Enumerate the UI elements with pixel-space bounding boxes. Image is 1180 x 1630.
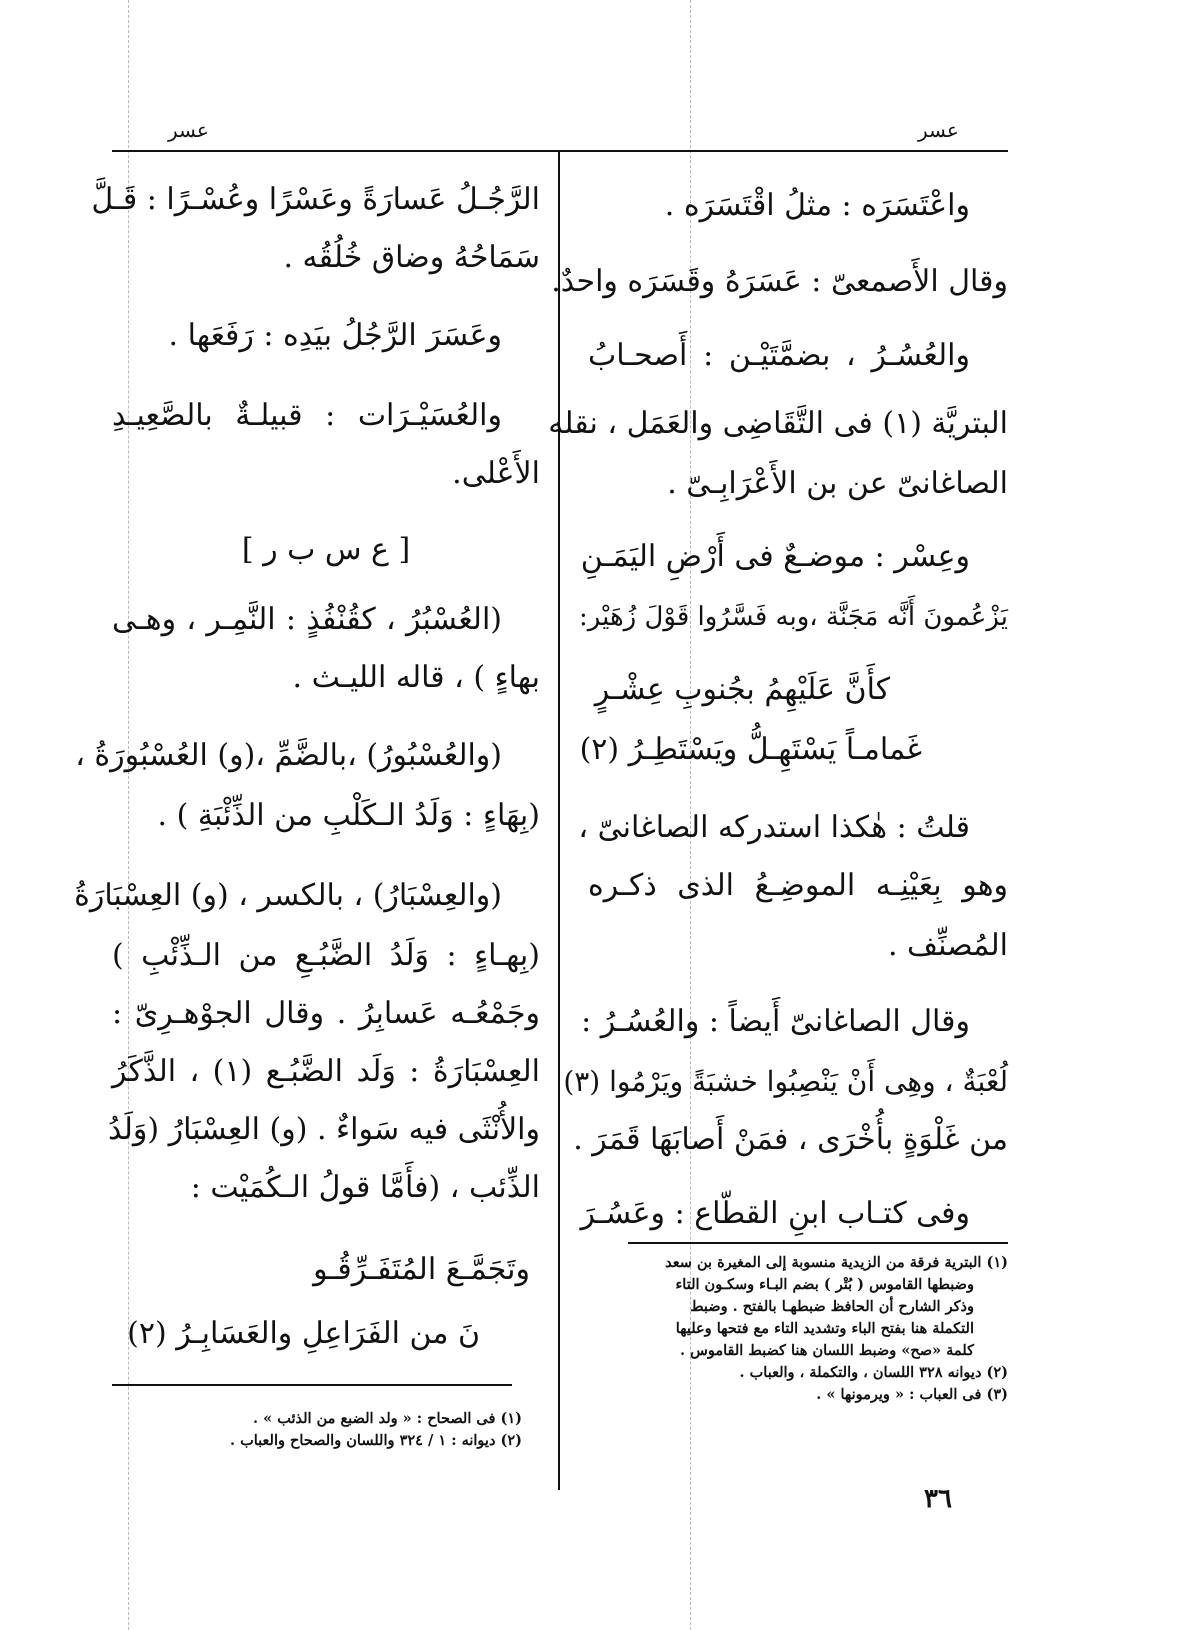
right-column	[548, 0, 1008, 1630]
footnote-line: التكملة هنا بفتح الباء وتشديد التاء مع فتحها وعليها	[675, 1320, 974, 1337]
text-line: وهو بِعَيْنِـه الموضِـعُ الذى ذكـره	[588, 868, 1008, 903]
left-column	[74, 0, 540, 1630]
text-line: بهاءٍ ) ، قاله الليـث .	[292, 660, 540, 695]
header-right-word: عسر	[918, 118, 959, 142]
text-line: المُصنِّف .	[887, 928, 1008, 963]
verse-line: كأَنَّ عَلَيْهِمُ بجُنوبِ عِشْـرٍ	[594, 672, 890, 707]
text-line: والأُنْثَى فيه سَواءٌ . (و) العِسْبَارُ (وَلَدُ	[107, 1112, 540, 1147]
footnote-rule	[112, 1384, 512, 1386]
header-left-word: عسر	[168, 118, 209, 142]
footnote-line: (٢) ديوانه ٣٢٨ اللسان ، والتكملة ، والعباب .	[739, 1364, 1008, 1381]
verse-line: وتَجَمَّـعَ المُتَفَـرِّقُـو	[313, 1252, 530, 1287]
text-line: من غَلْوَةٍ بأُخْرَى ، فمَنْ أَصابَهَا قَمَرَ .	[573, 1122, 1008, 1157]
text-line: قلتُ : هٰكذا استدركه الصاغانىّ ،	[578, 810, 970, 845]
text-line: وقال الصاغانىّ أَيضاً : والعُسُـرُ :	[581, 1004, 970, 1039]
text-line: وقال الأَصمعىّ : عَسَرَهُ وقَسَرَه واحدٌ.	[551, 264, 1008, 299]
text-line: واعْتَسَرَه : مثلُ اقْتَسَرَه .	[664, 188, 970, 223]
footnote-line: وذكر الشارح أن الحافظ ضبطهـا بالفتح . وضبط	[690, 1298, 974, 1315]
text-line: البتريَّة (١) فى التَّقَاضِى والعَمَل ، نقله	[548, 406, 1008, 441]
text-line: سَمَاحُهُ وضاق خُلُقُه .	[283, 240, 540, 275]
text-line: (بِهـاءٍ : وَلَدُ الضَّبُـعِ من الـذِّئْبِ )	[112, 938, 540, 973]
text-line: والعُسُـرُ ، بضمَّتَيْـن : أَصحـابُ	[588, 338, 970, 373]
verse-line: نَ من الفَرَاعِلِ والعَسَابِـرُ (٢)	[127, 1316, 480, 1351]
footnote-line: (٣) فى العباب : « ويرمونها » .	[816, 1386, 1008, 1403]
text-line: الذِّئب ، (فأَمَّا قولُ الـكُمَيْت :	[190, 1170, 540, 1205]
text-line: (والعِسْبَارُ) ، بالكسر ، (و) العِسْبَارَةُ	[74, 878, 502, 913]
column-divider	[558, 152, 560, 1490]
text-line: وجَمْعُـه عَسابِرُ . وقال الجوْهـرِىّ :	[112, 996, 540, 1031]
text-line: الأَعْلى.	[452, 456, 540, 491]
footnote-line: كلمة «صح» وضبط اللسان هنا كضبط القاموس .	[680, 1342, 974, 1359]
footnote-line: وضبطها القاموس ( بُتْر ) بضم البـاء وسكـون التاء	[675, 1276, 974, 1293]
page-number: ٣٦	[924, 1484, 952, 1514]
text-line: وعَسَرَ الرَّجُلُ بيَدِه : رَفَعَها .	[168, 318, 502, 353]
text-line: والعُسَيْـرَات : قبيلـةٌ بالصَّعِيـدِ	[112, 398, 502, 433]
text-line: الرَّجُـلُ عَسارَةً وعَسْرًا وعُسْـرًا : قَـلَّ	[91, 182, 540, 217]
text-line: العِسْبَارَةُ : وَلَد الضَّبُـع (١) ، الذَّكَرُ	[112, 1054, 540, 1089]
text-line: الصاغانىّ عن بن الأَعْرَابِـىّ .	[667, 466, 1008, 501]
footnote-rule	[628, 1242, 1008, 1244]
footnote-line: (١) البترية فرقة من الزيدية منسوبة إلى المغيرة بن سعد	[665, 1254, 1008, 1271]
text-line: وفى كتـاب ابنِ القطّاع : وعَسُـرَ	[580, 1196, 970, 1231]
text-line: (العُسْبُرُ ، كقُنْفُذٍ : النَّمِـر ، وهـى	[112, 602, 502, 637]
text-line: يَزْعُمونَ أَنَّه مَجَنَّة ،وبه فَسَّرُوا قَوْلَ زُهَيْر:	[579, 602, 1008, 632]
footnote-line: (١) فى الصحاح : « ولد الضبع من الذئب » .	[253, 1410, 522, 1427]
text-line: (والعُسْبُورُ) ،بالضَّمِّ ،(و) العُسْبُورَةُ ،	[75, 738, 502, 773]
text-line: وعِسْر : موضـعٌ فى أَرْضِ اليَمَـنِ	[580, 539, 970, 574]
footnote-line: (٢) ديوانه : ١ / ٣٢٤ واللسان والصحاح والعباب .	[230, 1432, 522, 1449]
text-line: لُعْبَةٌ ، وهِى أَنْ يَنْصِبُوا خشبَةً ويَرْمُوا (٣)	[563, 1065, 1008, 1098]
text-line: (بِهَاءٍ : وَلَدُ الـكَلْبِ من الذِّئْبَةِ ) .	[157, 798, 540, 833]
section-heading: [ ع س ب ر ]	[241, 532, 411, 567]
verse-line: غَمامـاً يَسْتَهِـلُّ ويَسْتَطِـرُ (٢)	[579, 732, 922, 767]
